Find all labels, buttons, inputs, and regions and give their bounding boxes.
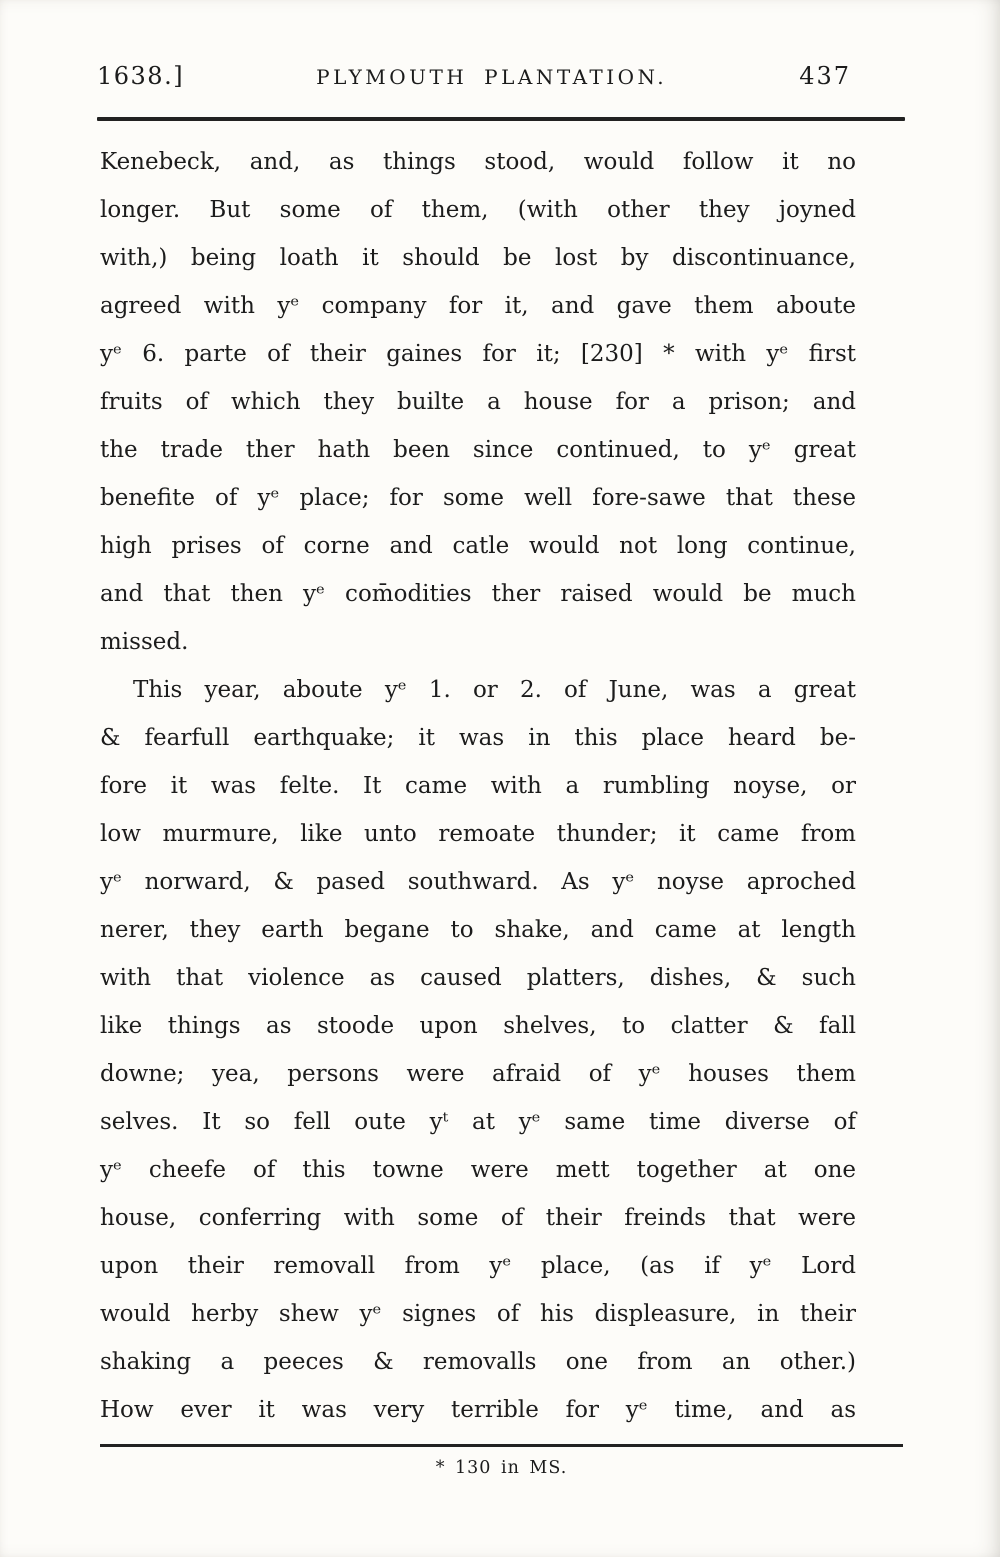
year-label: 1638.] bbox=[97, 62, 185, 90]
text-line: and that then yᵉ com̄odities ther raised would be much bbox=[100, 581, 856, 607]
text-line: like things as stoode upon shelves, to clatter & fall bbox=[100, 1013, 856, 1039]
text-line: yᵉ cheefe of this towne were mett together at one bbox=[100, 1157, 856, 1183]
text-line: agreed with yᵉ company for it, and gave them aboute bbox=[100, 293, 856, 319]
text-line: yᵉ 6. parte of their gaines for it; [230] * with yᵉ first bbox=[100, 341, 856, 367]
text-line: shaking a peeces & removalls one from an other.) bbox=[100, 1349, 856, 1375]
text-line: Kenebeck, and, as things stood, would follow it no bbox=[100, 149, 856, 175]
text-line: with that violence as caused platters, dishes, & such bbox=[100, 965, 856, 991]
page-number: 437 bbox=[799, 62, 851, 90]
text-line: would herby shew yᵉ signes of his displeasure, in their bbox=[100, 1301, 856, 1327]
text-line: How ever it was very terrible for yᵉ time, and as bbox=[100, 1397, 856, 1423]
text-line: & fearfull earthquake; it was in this place heard be- bbox=[100, 725, 856, 751]
text-line: nerer, they earth begane to shake, and came at length bbox=[100, 917, 856, 943]
footnote-rule bbox=[100, 1444, 903, 1447]
text-line: upon their removall from yᵉ place, (as if yᵉ Lord bbox=[100, 1253, 856, 1279]
footnote: * 130 in MS. bbox=[435, 1458, 568, 1478]
text-line: low murmure, like unto remoate thunder; it came from bbox=[100, 821, 856, 847]
paragraph-earthquake bbox=[100, 666, 856, 1434]
text-line: house, conferring with some of their freinds that were bbox=[100, 1205, 856, 1231]
text-line: with,) being loath it should be lost by discontinuance, bbox=[100, 245, 856, 271]
text-line: longer. But some of them, (with other they joyned bbox=[100, 197, 856, 223]
text-line: the trade ther hath been since continued, to yᵉ great bbox=[100, 437, 856, 463]
text-line: yᵉ norward, & pased southward. As yᵉ noyse aproched bbox=[100, 869, 856, 895]
text-line: benefite of yᵉ place; for some well fore-sawe that these bbox=[100, 485, 856, 511]
text-line: missed. bbox=[100, 629, 189, 655]
page-body bbox=[100, 138, 856, 1434]
text-line: This year, aboute yᵉ 1. or 2. of June, was a great bbox=[133, 677, 856, 703]
text-line: high prises of corne and catle would not long continue, bbox=[100, 533, 856, 559]
text-line: fruits of which they builte a house for a prison; and bbox=[100, 389, 856, 415]
running-header bbox=[97, 62, 905, 90]
text-line: selves. It so fell oute yᵗ at yᵉ same time diverse of bbox=[100, 1109, 856, 1135]
header-rule bbox=[97, 117, 905, 121]
running-title: PLYMOUTH PLANTATION. bbox=[316, 65, 668, 89]
paragraph-kenebeck-trade bbox=[100, 138, 856, 666]
text-line: fore it was felte. It came with a rumbling noyse, or bbox=[100, 773, 856, 799]
text-line: downe; yea, persons were afraid of yᵉ houses them bbox=[100, 1061, 856, 1087]
